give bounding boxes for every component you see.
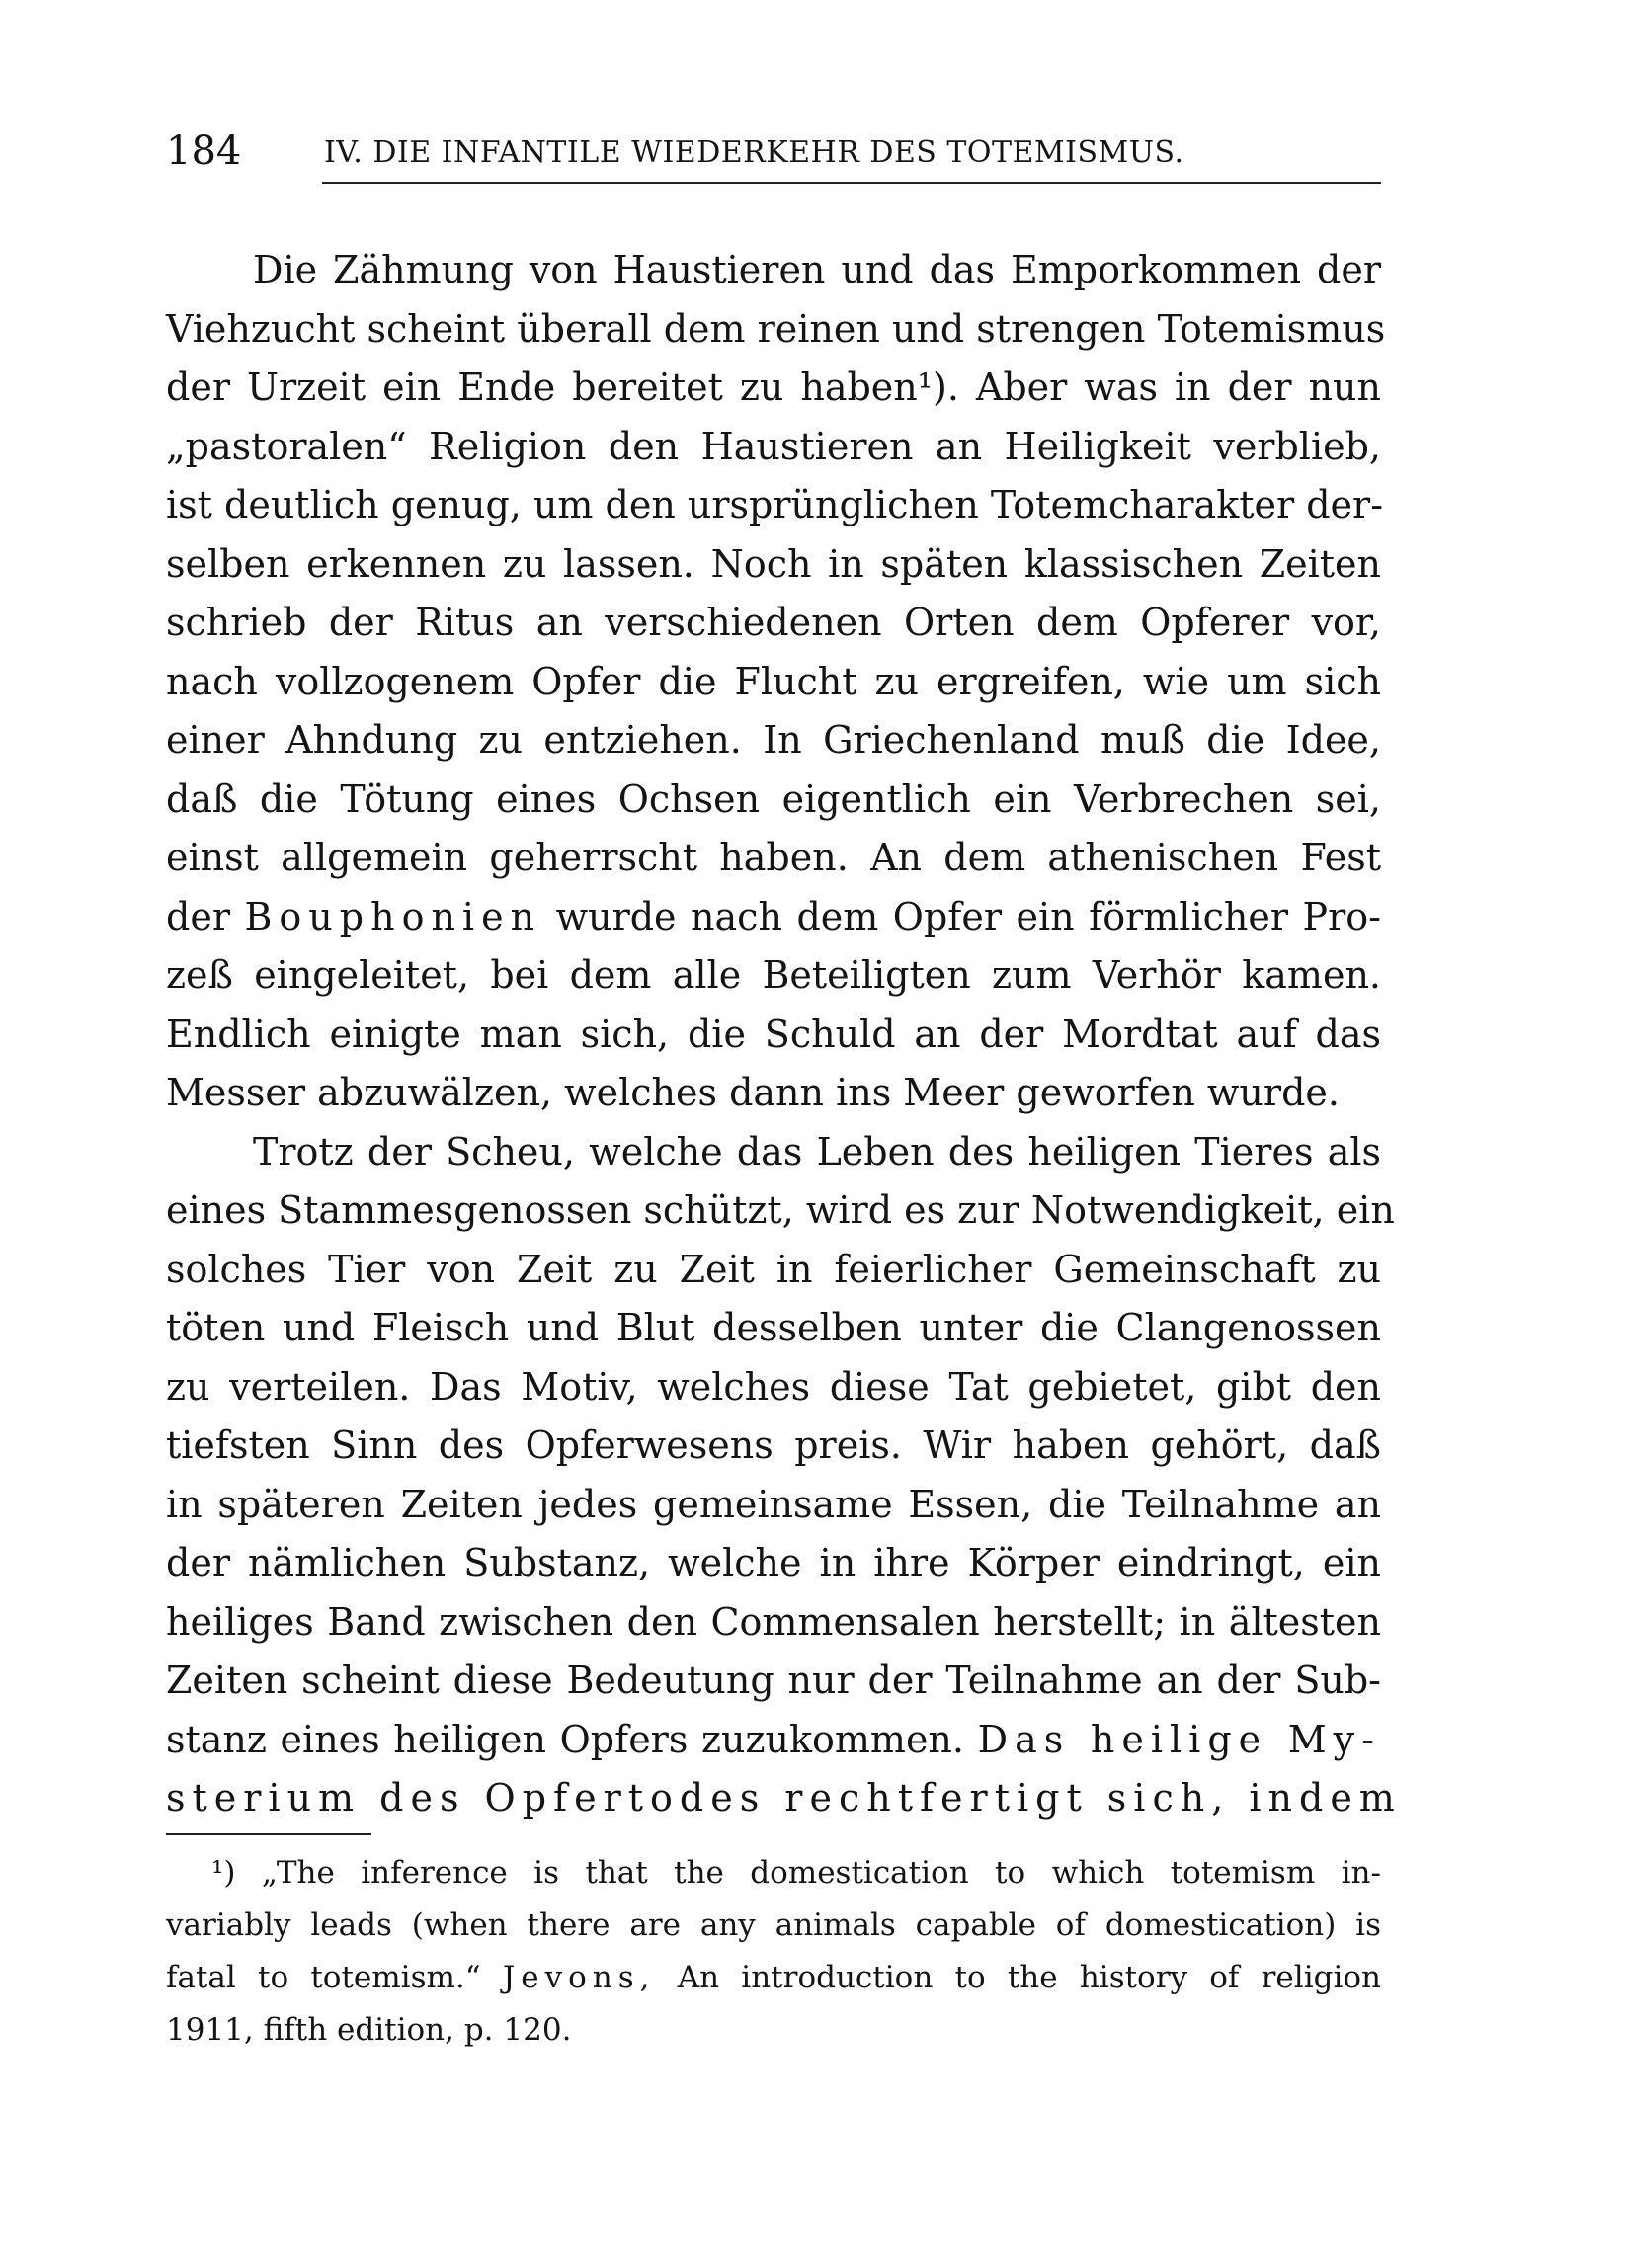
text-line: schrieb der Ritus an verschiedenen Orten dem Opferer vor, bbox=[166, 601, 1381, 644]
page-number: 184 bbox=[166, 128, 242, 174]
text-line: „pastoralen“ Religion den Haustieren an Heiligkeit verblieb, bbox=[166, 424, 1381, 468]
text-line: ist deutlich genug, um den ursprünglichen Totemcharakter der- bbox=[166, 483, 1384, 526]
header-rule bbox=[322, 182, 1381, 184]
text-line: zeß eingeleitet, bei dem alle Beteiligten zum Verhör kamen. bbox=[166, 953, 1381, 997]
main-text bbox=[166, 241, 1402, 1828]
author-name: Jevons, bbox=[502, 1960, 656, 1995]
text-line: tiefsten Sinn des Opferwesens preis. Wir haben gehört, daß bbox=[166, 1423, 1381, 1467]
text-line: selben erkennen zu lassen. Noch in späten klassischen Zeiten bbox=[166, 541, 1381, 586]
text-line: solches Tier von Zeit zu Zeit in feierlicher Gemeinschaft zu bbox=[166, 1247, 1381, 1291]
text-line: Endlich einigte man sich, die Schuld an der Mordtat auf das bbox=[166, 1012, 1381, 1056]
text-line bbox=[166, 1711, 1381, 1770]
footnote-rule bbox=[166, 1833, 371, 1835]
text-fragment: wurde nach dem Opfer ein förmlicher Pro- bbox=[555, 894, 1381, 938]
footnote-line: ¹) „The inference is that the domestication to which totemism in- bbox=[211, 1855, 1381, 1891]
footnote-fragment: fatal to totemism.“ bbox=[166, 1960, 481, 1995]
text-line: heiliges Band zwischen den Commensalen herstellt; in ältesten bbox=[166, 1599, 1381, 1644]
running-head bbox=[166, 126, 1381, 176]
text-line: Viehzucht scheint überall dem reinen und strengen Totemismus bbox=[166, 306, 1386, 351]
emphasized-term: Das heilige My- bbox=[977, 1717, 1381, 1761]
chapter-title: IV. DIE INFANTILE WIEDERKEHR DES TOTEMISMUS. bbox=[324, 135, 1184, 170]
text-line: in späteren Zeiten jedes gemeinsame Essen, die Teilnahme an bbox=[166, 1482, 1381, 1526]
footnote-line: variably leads (when there are any animals capable of domestication) is bbox=[166, 1907, 1381, 1943]
text-line: Zeiten scheint diese Bedeutung nur der Teilnahme an der Sub- bbox=[166, 1659, 1381, 1702]
text-line: nach vollzogenem Opfer die Flucht zu ergreifen, wie um sich bbox=[166, 659, 1381, 703]
text-line: einst allgemein geherrscht haben. An dem athenischen Fest bbox=[166, 836, 1381, 879]
text-line: der nämlichen Substanz, welche in ihre Körper eindringt, ein bbox=[166, 1541, 1381, 1584]
footnote-line bbox=[166, 1952, 1381, 2004]
text-line: eines Stammesgenossen schützt, wird es zur Notwendigkeit, ein bbox=[166, 1188, 1395, 1232]
text-fragment: der bbox=[166, 894, 230, 938]
emphasized-line: sterium des Opfertodes rechtfertigt sich, indem bbox=[166, 1776, 1402, 1820]
emphasized-term: Bouphonien bbox=[244, 894, 542, 938]
text-line: Die Zähmung von Haustieren und das Emporkommen der bbox=[253, 248, 1381, 291]
text-line: daß die Tötung eines Ochsen eigentlich ein Verbrechen sei, bbox=[166, 776, 1381, 821]
text-line: einer Ahndung zu entziehen. In Griechenland muß die Idee, bbox=[166, 718, 1381, 762]
footnotes bbox=[166, 1847, 1381, 2057]
footnote-fragment: An introduction to the history of religion bbox=[677, 1960, 1381, 1995]
text-line: Messer abzuwälzen, welches dann ins Meer geworfen wurde. bbox=[166, 1071, 1340, 1114]
text-fragment: stanz eines heiligen Opfers zuzukommen. bbox=[166, 1717, 964, 1761]
footnote-line: 1911, fifth edition, p. 120. bbox=[166, 2012, 572, 2048]
text-line: töten und Fleisch und Blut desselben unter die Clangenossen bbox=[166, 1306, 1381, 1349]
text-line: der Urzeit ein Ende bereitet zu haben¹). Aber was in der nun bbox=[166, 365, 1381, 409]
text-line: Trotz der Scheu, welche das Leben des heiligen Tieres als bbox=[253, 1129, 1381, 1174]
text-line bbox=[166, 888, 1381, 947]
text-line: zu verteilen. Das Motiv, welches diese Tat gebietet, gibt den bbox=[166, 1364, 1381, 1409]
